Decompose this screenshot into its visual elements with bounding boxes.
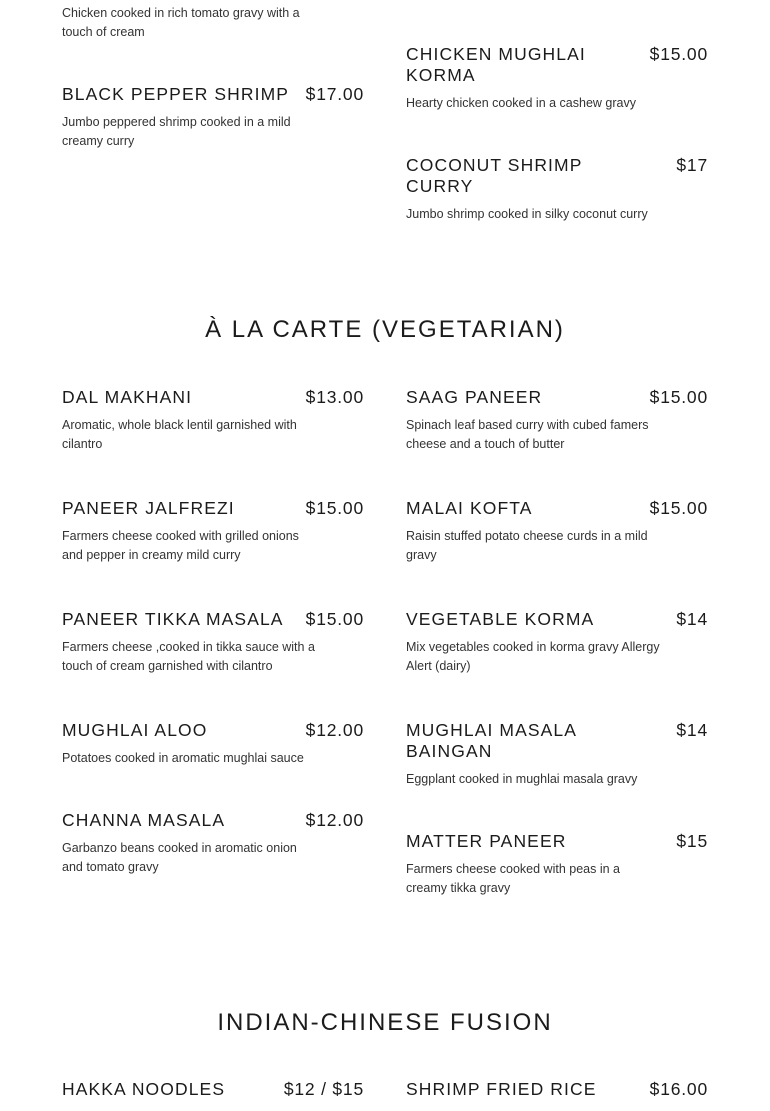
menu-item (62, 498, 364, 565)
item-name: BLACK PEPPER SHRIMP (62, 84, 290, 104)
item-price: $17.00 (305, 84, 364, 104)
item-name: MUGHLAI MASALA BAINGAN (406, 720, 577, 761)
veg-left-column (62, 387, 364, 921)
item-description: Raisin stuffed potato cheese curds in a mild gravy (406, 529, 648, 562)
menu-item (62, 387, 364, 454)
menu-item (406, 155, 708, 224)
item-name: MUGHLAI ALOO (62, 720, 208, 740)
menu-item (406, 720, 708, 789)
menu-item (406, 498, 708, 565)
item-price: $15.00 (649, 387, 708, 407)
item-name: HAKKA NOODLES (62, 1079, 226, 1099)
item-price: $13.00 (305, 387, 364, 407)
item-name: SAAG PANEER (406, 387, 543, 407)
menu-item (406, 387, 708, 454)
item-description: Farmers cheese cooked with peas in a creamy tikka gravy (406, 862, 620, 895)
item-description: Hearty chicken cooked in a cashew gravy (406, 96, 636, 110)
item-name: PANEER JALFREZI (62, 498, 235, 518)
item-description: Garbanzo beans cooked in aromatic onion and tomato gravy (62, 841, 297, 874)
fusion-left-column (62, 1079, 364, 1111)
item-price: $15.00 (305, 609, 364, 629)
section-title-vegetarian: À LA CARTE (VEGETARIAN) (205, 316, 565, 343)
item-price: $14 (676, 609, 708, 629)
item-description: Eggplant cooked in mughlai masala gravy (406, 772, 638, 786)
item-description: Potatoes cooked in aromatic mughlai sauce (62, 751, 304, 765)
item-price: $15.00 (649, 44, 708, 64)
item-name: SHRIMP FRIED RICE (406, 1079, 597, 1099)
item-price: $15 (676, 831, 708, 851)
item-name: MATTER PANEER (406, 831, 567, 851)
item-description: Mix vegetables cooked in korma gravy Allergy Alert (dairy) (406, 640, 660, 673)
item-name: CHANNA MASALA (62, 810, 226, 830)
item-price: $14 (676, 720, 708, 740)
item-price: $15.00 (649, 498, 708, 518)
item-name: MALAI KOFTA (406, 498, 533, 518)
item-name: VEGETABLE KORMA (406, 609, 595, 629)
item-description: Spinach leaf based curry with cubed famers cheese and a touch of butter (406, 418, 649, 451)
item-description: Jumbo shrimp cooked in silky coconut curry (406, 207, 648, 221)
top-left-column (62, 4, 364, 195)
top-right-column (406, 44, 708, 268)
menu-item (62, 1079, 364, 1100)
item-description: Farmers cheese ,cooked in tikka sauce with a touch of cream garnished with cilantro (62, 640, 315, 673)
item-name: CHICKEN MUGHLAI KORMA (406, 44, 586, 85)
item-description: Jumbo peppered shrimp cooked in a mild creamy curry (62, 115, 291, 148)
item-price: $12 / $15 (283, 1079, 364, 1099)
menu-item (406, 44, 708, 113)
fusion-right-column (406, 1079, 708, 1111)
item-name: DAL MAKHANI (62, 387, 193, 407)
item-name: COCONUT SHRIMP CURRY (406, 155, 583, 196)
item-price: $12.00 (305, 720, 364, 740)
section-title-fusion: INDIAN-CHINESE FUSION (217, 1009, 553, 1036)
menu-item (406, 1079, 708, 1100)
item-price: $17 (676, 155, 708, 175)
veg-right-column (406, 387, 708, 942)
item-price: $15.00 (305, 498, 364, 518)
menu-item (62, 810, 364, 877)
menu-item (62, 4, 364, 42)
item-description: Aromatic, whole black lentil garnished with cilantro (62, 418, 297, 451)
menu-item (62, 84, 364, 151)
item-description: Chicken cooked in rich tomato gravy with a touch of cream (62, 6, 300, 39)
menu-item (406, 831, 708, 898)
item-price: $16.00 (649, 1079, 708, 1099)
item-name: PANEER TIKKA MASALA (62, 609, 284, 629)
menu-item (62, 720, 364, 768)
item-description: Farmers cheese cooked with grilled onions and pepper in creamy mild curry (62, 529, 299, 562)
menu-item (406, 609, 708, 676)
item-price: $12.00 (305, 810, 364, 830)
menu-item (62, 609, 364, 676)
